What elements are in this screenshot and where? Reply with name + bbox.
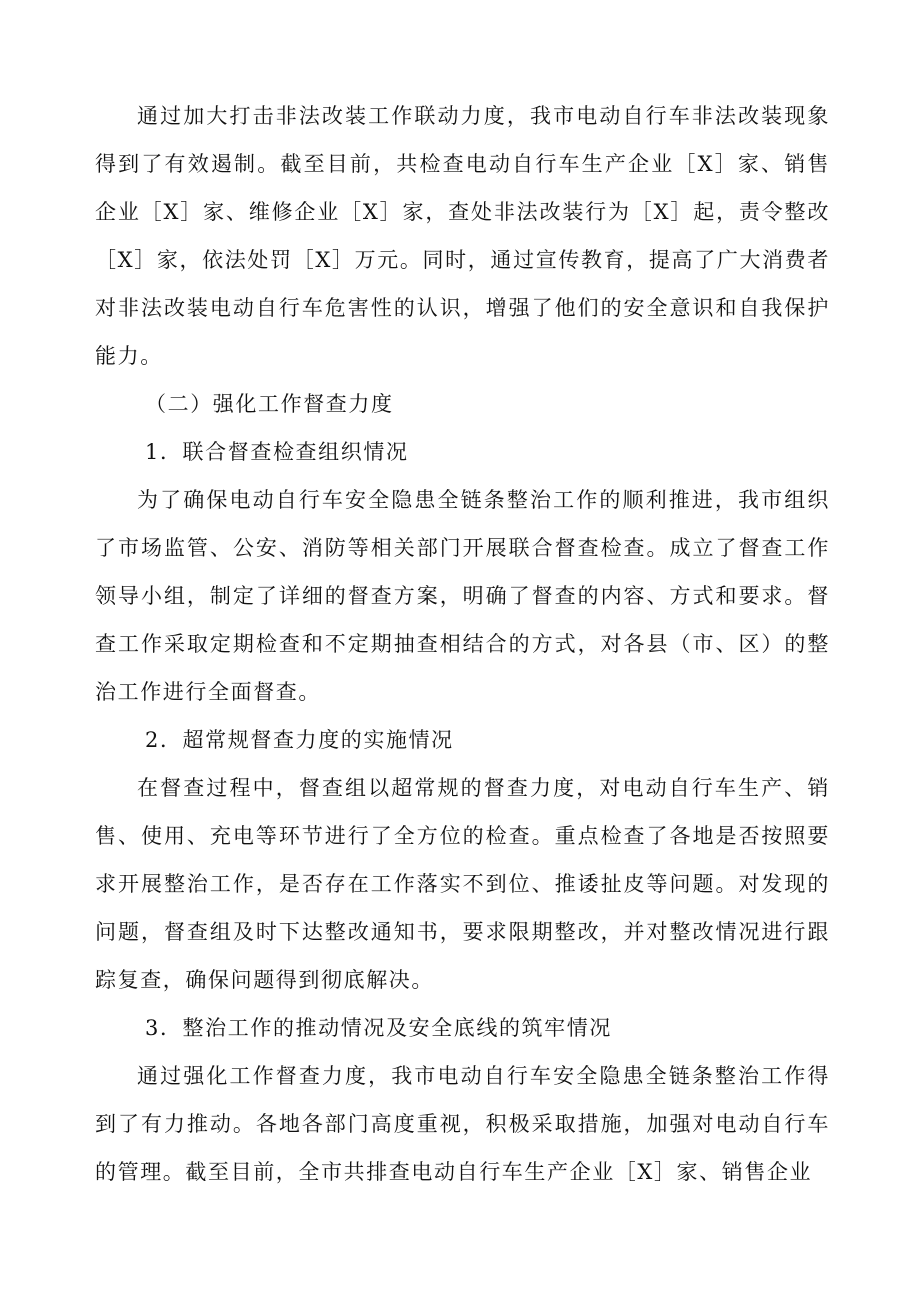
section-heading-supervision: （二）强化工作督查力度	[145, 392, 394, 416]
document-page	[95, 92, 830, 1196]
subheading-safety-bottom-line: 3．整治工作的推动情况及安全底线的筑牢情况	[145, 1016, 612, 1040]
paragraph-illegal-modification-results: 通过加大打击非法改装工作联动力度，我市电动自行车非法改装现象得到了有效遏制。截至目前，共检查电动自行车生产企业［X］家、销售企业［X］家、维修企业［X］家，查处非法改装行为［X］起，责令整改［X］家，依法处罚［X］万元。同时，通过宣传教育，提高了广大消费者对非法改装电动自行车危害性的认识，增强了他们的安全意识和自我保护能力。	[95, 104, 830, 368]
paragraph-extraordinary-supervision: 在督查过程中，督查组以超常规的督查力度，对电动自行车生产、销售、使用、充电等环节进行了全方位的检查。重点检查了各地是否按照要求开展整治工作，是否存在工作落实不到位、推诿扯皮等问题。对发现的问题，督查组及时下达整改通知书，要求限期整改，并对整改情况进行跟踪复查，确保问题得到彻底解决。	[95, 776, 830, 992]
paragraph-joint-inspection: 为了确保电动自行车安全隐患全链条整治工作的顺利推进，我市组织了市场监管、公安、消防等相关部门开展联合督查检查。成立了督查工作领导小组，制定了详细的督查方案，明确了督查的内容、方式和要求。督查工作采取定期检查和不定期抽查相结合的方式，对各县（市、区）的整治工作进行全面督查。	[95, 488, 830, 704]
subheading-extraordinary-supervision: 2．超常规督查力度的实施情况	[145, 728, 454, 752]
paragraph-safety-bottom-line: 通过强化工作督查力度，我市电动自行车安全隐患全链条整治工作得到了有力推动。各地各部门高度重视，积极采取措施，加强对电动自行车的管理。截至目前，全市共排查电动自行车生产企业［X］家、销售企业	[95, 1064, 830, 1184]
subheading-joint-inspection: 1．联合督查检查组织情况	[145, 440, 409, 464]
